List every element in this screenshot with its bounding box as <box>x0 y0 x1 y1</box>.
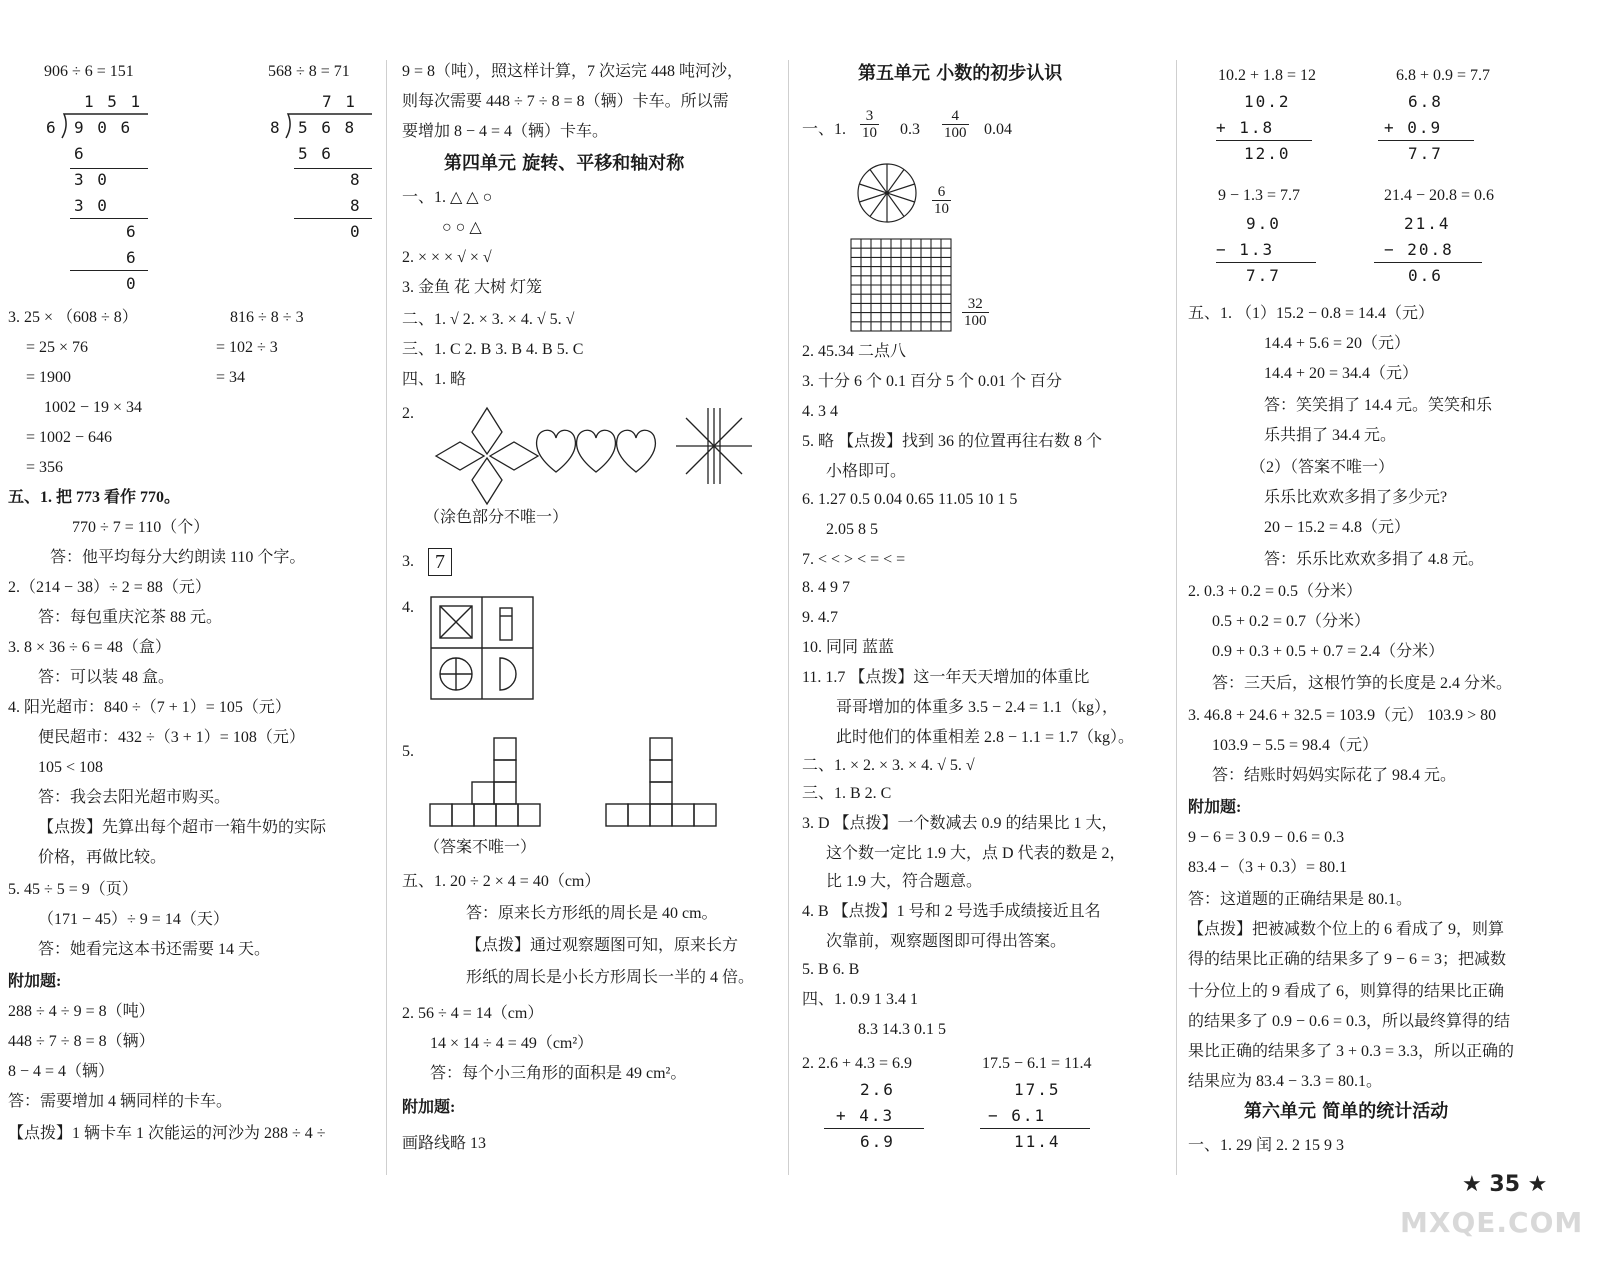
answer-line: 3. 25 × （608 ÷ 8） <box>8 309 138 326</box>
answer-line: 1002 − 19 × 34 <box>44 399 143 416</box>
page-number-value: 35 <box>1489 1172 1521 1197</box>
answer-line: 288 ÷ 4 ÷ 9 = 8（吨） <box>8 1003 155 1020</box>
answer-line: = 1002 − 646 <box>26 429 113 446</box>
answer-line: 8. 4 9 7 <box>802 579 850 596</box>
answer-line: = 356 <box>26 459 64 476</box>
divisor: 8 <box>270 118 282 137</box>
column-divider <box>386 60 387 1175</box>
answer-line: 一、1. △ △ ○ <box>402 189 493 206</box>
answer-line: 一、1. 29 闰 2. 2 15 9 3 <box>1188 1137 1345 1154</box>
operand: + 1.8 <box>1216 118 1275 137</box>
quotient: 1 5 1 <box>84 92 143 111</box>
answer-line: 此时他们的体重相差 2.8 − 1.1 = 1.7（kg）。 <box>836 729 1135 746</box>
answer-line: 要增加 8 − 4 = 4（辆）卡车。 <box>402 123 609 140</box>
answer-line: 816 ÷ 8 ÷ 3 <box>230 309 304 326</box>
answer-line: 448 ÷ 7 ÷ 8 = 8（辆） <box>8 1033 155 1050</box>
step: 6 <box>126 248 138 267</box>
rotated-symbol-box <box>428 548 452 576</box>
answer-line: 【点拨】1 辆卡车 1 次能运的河沙为 288 ÷ 4 ÷ <box>8 1125 326 1142</box>
answer-line: 果比正确的结果多了 3 + 0.3 = 3.3，所以正确的 <box>1188 1043 1515 1060</box>
operand: 21.4 <box>1404 214 1451 233</box>
operand: + 0.9 <box>1384 118 1443 137</box>
answer-line: 3. 金鱼 花 大树 灯笼 <box>402 279 543 296</box>
answer-line: 20 − 15.2 = 4.8（元） <box>1264 519 1411 536</box>
answer-line: = 34 <box>216 369 246 386</box>
star-lines-figure <box>674 406 754 486</box>
answer-line: 5. 略 【点拨】找到 36 的位置再往右数 8 个 <box>802 433 1103 450</box>
answer-line: 得的结果比正确的结果多了 9 − 6 = 3；把减数 <box>1188 951 1507 968</box>
answer-line: 十分位上的 9 看成了 6，则算得的结果比正确 <box>1188 983 1505 1000</box>
answer-line: 2. 2.6 + 4.3 = 6.9 <box>802 1055 913 1072</box>
equation: 906 ÷ 6 = 151 <box>44 63 134 80</box>
answer-line: 4. 3 4 <box>802 403 838 420</box>
answer-line: 4. 阳光超市：840 ÷（7 + 1）= 105（元） <box>8 699 291 716</box>
answer-line: 3. 十分 6 个 0.1 百分 5 个 0.01 个 百分 <box>802 373 1063 390</box>
result: 6.9 <box>860 1132 895 1151</box>
answer-column-3 <box>802 58 1174 1168</box>
result: 7.7 <box>1408 144 1443 163</box>
answer-line: 105 < 108 <box>38 759 104 776</box>
result: 7.7 <box>1246 266 1281 285</box>
decimal-value: 0.3 <box>900 121 920 138</box>
answer-line: 6. 1.27 0.5 0.04 0.65 11.05 10 1 5 <box>802 491 1018 508</box>
answer-line: 三、1. C 2. B 3. B 4. B 5. C <box>402 341 584 358</box>
quotient: 7 1 <box>322 92 357 111</box>
answer-line: 答：他平均每分大约朗读 110 个字。 <box>50 549 306 566</box>
answer-line: 二、1. √ 2. × 3. × 4. √ 5. √ <box>402 311 575 328</box>
answer-line: 0.9 + 0.3 + 0.5 + 0.7 = 2.4（分米） <box>1212 643 1445 660</box>
answer-line: ○ ○ △ <box>442 219 482 236</box>
answer-line: 14.4 + 5.6 = 20（元） <box>1264 335 1411 352</box>
operand: 2.6 <box>860 1080 895 1099</box>
answer-line: 7. < < > < = < = <box>802 551 906 568</box>
symbol: 7 <box>435 551 445 573</box>
answer-line: 一、1. <box>802 121 847 138</box>
column-divider <box>1176 60 1177 1175</box>
answer-line: 3. 46.8 + 24.6 + 32.5 = 103.9（元） 103.9 > 80 <box>1188 707 1497 724</box>
answer-line: 2.（214 − 38）÷ 2 = 88（元） <box>8 579 211 596</box>
answer-line: 5. 45 ÷ 5 = 9（页） <box>8 881 138 898</box>
grid-figure <box>430 596 534 700</box>
answer-line: 乐乐比欢欢多捐了多少元? <box>1264 489 1448 506</box>
answer-line: 5. <box>402 743 414 760</box>
step: 6 <box>74 144 86 163</box>
watermark: MXQE.COM <box>1400 1206 1584 1239</box>
answer-line: 9. 4.7 <box>802 609 838 626</box>
answer-line: 3. D 【点拨】一个数减去 0.9 的结果比 1 大， <box>802 815 1118 832</box>
fraction: $\frac{3}{10}$ <box>862 108 877 141</box>
answer-line: 3. 8 × 36 ÷ 6 = 48（盒） <box>8 639 171 656</box>
answer-line: = 1900 <box>26 369 72 386</box>
answer-line: 五、1. 20 ÷ 2 × 4 = 40（cm） <box>402 873 601 890</box>
equation: 21.4 − 20.8 = 0.6 <box>1384 187 1495 204</box>
answer-line: 答：原来长方形纸的周长是 40 cm。 <box>466 905 718 922</box>
answer-line: 二、1. × 2. × 3. × 4. √ 5. √ <box>802 757 975 774</box>
answer-line: 画路线略 13 <box>402 1135 487 1152</box>
answer-line: 【点拨】先算出每个超市一箱牛奶的实际 <box>38 819 327 836</box>
hearts-figure <box>534 426 664 476</box>
answer-line: 答：这道题的正确结果是 80.1。 <box>1188 891 1413 908</box>
answer-line: 答：乐乐比欢欢多捐了 4.8 元。 <box>1264 551 1485 568</box>
step: 3 0 <box>74 196 109 215</box>
answer-line: 附加题: <box>8 973 62 990</box>
unit-title: 第五单元 小数的初步认识 <box>858 63 1063 84</box>
answer-line: 这个数一定比 1.9 大，点 D 代表的数是 2， <box>826 845 1126 862</box>
equation: 6.8 + 0.9 = 7.7 <box>1396 67 1491 84</box>
answer-line: 四、1. 0.9 1 3.4 1 <box>802 991 919 1008</box>
answer-line: 四、1. 略 <box>402 371 467 388</box>
equation: 10.2 + 1.8 = 12 <box>1218 67 1317 84</box>
answer-line: 103.9 − 5.5 = 98.4（元） <box>1212 737 1379 754</box>
answer-column-4 <box>1188 58 1588 1168</box>
answer-line: 3. <box>402 553 414 570</box>
fraction: $\frac{6}{10}$ <box>934 184 949 217</box>
answer-line: 答：每个小三角形的面积是 49 cm²。 <box>430 1065 687 1082</box>
answer-line: 比 1.9 大，符合题意。 <box>826 873 983 890</box>
answer-line: 0.5 + 0.2 = 0.7（分米） <box>1212 613 1371 630</box>
answer-line: 2. <box>402 405 414 422</box>
answer-line: 9 − 6 = 3 0.9 − 0.6 = 0.3 <box>1188 829 1345 846</box>
operand: 10.2 <box>1244 92 1291 111</box>
answer-column-1 <box>8 58 380 1168</box>
hundred-grid-figure <box>850 238 954 334</box>
answer-line: 770 ÷ 7 = 110（个） <box>72 519 210 536</box>
cube-stack-figure-b <box>606 736 726 832</box>
answer-line: 答：我会去阳光超市购买。 <box>38 789 231 806</box>
answer-line: 结果应为 83.4 − 3.3 = 80.1。 <box>1188 1073 1383 1090</box>
step: 3 0 <box>74 170 109 189</box>
answer-column-2 <box>402 58 784 1168</box>
answer-line: （涂色部分不唯一） <box>424 509 569 526</box>
decimal-value: 0.04 <box>984 121 1012 138</box>
answer-line: 则每次需要 448 ÷ 7 ÷ 8 = 8（辆）卡车。所以需 <box>402 93 729 110</box>
answer-line: 【点拨】通过观察题图可知，原来长方 <box>466 937 739 954</box>
answer-line: 11. 1.7 【点拨】这一年天天增加的体重比 <box>802 669 1090 686</box>
result: 12.0 <box>1244 144 1291 163</box>
answer-line: 答：每包重庆沱茶 88 元。 <box>38 609 223 626</box>
answer-line: 14.4 + 20 = 34.4（元） <box>1264 365 1419 382</box>
answer-line: 答：笑笑捐了 14.4 元。笑笑和乐 <box>1264 397 1493 414</box>
answer-line: 9 = 8（吨），照这样计算，7 次运完 448 吨河沙， <box>402 63 744 80</box>
answer-line: 五、1. （1）15.2 − 0.8 = 14.4（元） <box>1188 305 1435 322</box>
answer-line: 2. 56 ÷ 4 = 14（cm） <box>402 1005 544 1022</box>
answer-line: 4. <box>402 599 414 616</box>
step: 6 <box>126 222 138 241</box>
fraction: $\frac{32}{100}$ <box>964 296 987 329</box>
step: 0 <box>350 222 362 241</box>
cube-stack-figure-a <box>430 736 550 832</box>
answer-line: 8.3 14.3 0.1 5 <box>858 1021 946 1038</box>
operand: 9.0 <box>1246 214 1281 233</box>
answer-line: 5. B 6. B <box>802 961 860 978</box>
result: 0.6 <box>1408 266 1443 285</box>
unit-title: 第四单元 旋转、平移和轴对称 <box>444 153 685 174</box>
dividend: 9 0 6 <box>74 118 133 137</box>
answer-line: 答：可以装 48 盒。 <box>38 669 175 686</box>
column-divider <box>788 60 789 1175</box>
answer-line: 答：结账时妈妈实际花了 98.4 元。 <box>1212 767 1457 784</box>
answer-line: 哥哥增加的体重多 3.5 − 2.4 = 1.1（kg）， <box>836 699 1119 716</box>
answer-line: 便民超市：432 ÷（3 + 1）= 108（元） <box>38 729 305 746</box>
answer-line: 的结果多了 0.9 − 0.6 = 0.3，所以最终算得的结 <box>1188 1013 1511 1030</box>
answer-line: 8 − 4 = 4（辆） <box>8 1063 115 1080</box>
answer-line: 4. B 【点拨】1 号和 2 号选手成绩接近且名 <box>802 903 1101 920</box>
answer-line: 14 × 14 ÷ 4 = 49（cm²） <box>430 1035 594 1052</box>
step: 0 <box>126 274 138 293</box>
operand: + 4.3 <box>836 1106 895 1125</box>
equation: 568 ÷ 8 = 71 <box>268 63 350 80</box>
answer-line: 乐共捐了 34.4 元。 <box>1264 427 1397 444</box>
rhombus-flower-figure <box>432 406 542 506</box>
answer-line: 2. 0.3 + 0.2 = 0.5（分米） <box>1188 583 1363 600</box>
answer-line: 2. × × × √ × √ <box>402 249 492 266</box>
answer-line: 答：需要增加 4 辆同样的卡车。 <box>8 1093 233 1110</box>
answer-line: = 25 × 76 <box>26 339 89 356</box>
operand: 6.8 <box>1408 92 1443 111</box>
answer-line: 答：她看完这本书还需要 14 天。 <box>38 941 271 958</box>
answer-line: 三、1. B 2. C <box>802 785 892 802</box>
operand: − 1.3 <box>1216 240 1275 259</box>
answer-line: 17.5 − 6.1 = 11.4 <box>982 1055 1092 1072</box>
dividend: 5 6 8 <box>298 118 357 137</box>
circle-pie-figure <box>856 162 918 224</box>
answer-line: 附加题: <box>1188 799 1242 816</box>
answer-line: 附加题: <box>402 1099 456 1116</box>
answer-line: = 102 ÷ 3 <box>216 339 278 356</box>
operand: 17.5 <box>1014 1080 1061 1099</box>
answer-line: （171 − 45）÷ 9 = 14（天） <box>38 911 229 928</box>
operand: − 6.1 <box>988 1106 1047 1125</box>
step: 5 6 <box>298 144 333 163</box>
answer-line: 2.05 8 5 <box>826 521 878 538</box>
answer-line: （答案不唯一） <box>424 839 537 856</box>
answer-line: 小格即可。 <box>826 463 907 480</box>
equation: 9 − 1.3 = 7.7 <box>1218 187 1301 204</box>
answer-line: 次靠前，观察题图即可得出答案。 <box>826 933 1067 950</box>
answer-line: 答：三天后，这根竹笋的长度是 2.4 分米。 <box>1212 675 1513 692</box>
answer-line: 2. 45.34 二点八 <box>802 343 907 360</box>
answer-line: 【点拨】把被减数个位上的 6 看成了 9，则算 <box>1188 921 1505 938</box>
answer-line: 10. 同同 蓝蓝 <box>802 639 895 656</box>
unit-title: 第六单元 简单的统计活动 <box>1244 1101 1449 1122</box>
answer-line: （2）（答案不唯一） <box>1250 459 1395 476</box>
answer-line: 83.4 −（3 + 0.3）= 80.1 <box>1188 859 1348 876</box>
answer-line: 价格，再做比较。 <box>38 849 167 866</box>
step: 8 <box>350 170 362 189</box>
page-number: ★ 35 ★ <box>1462 1172 1548 1197</box>
divisor: 6 <box>46 118 58 137</box>
operand: − 20.8 <box>1384 240 1454 259</box>
answer-line: 五、1. 把 773 看作 770。 <box>8 489 181 506</box>
result: 11.4 <box>1014 1132 1061 1151</box>
fraction: $\frac{4}{100}$ <box>944 108 967 141</box>
step: 8 <box>350 196 362 215</box>
answer-line: 形纸的周长是小长方形周长一半的 4 倍。 <box>466 969 755 986</box>
